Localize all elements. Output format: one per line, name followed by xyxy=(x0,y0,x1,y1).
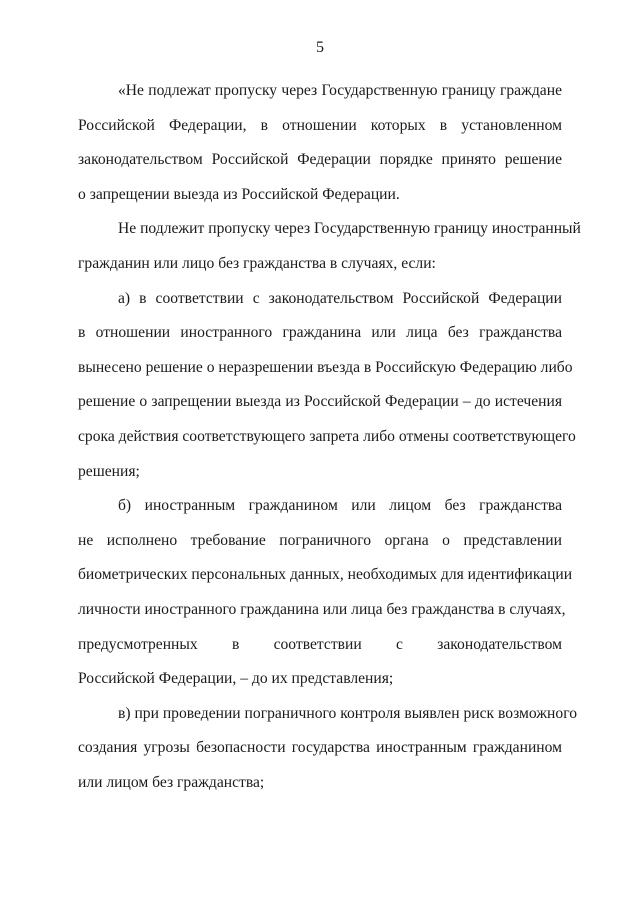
paragraph-line: Российской Федерации, в отношении которых в установленном xyxy=(78,116,562,134)
paragraph-item-a xyxy=(78,282,576,490)
paragraph-line: б) иностранным гражданином или лицом без гражданства xyxy=(118,497,562,515)
paragraph-line: или лицом без гражданства; xyxy=(78,773,265,791)
paragraph-line: законодательством Российской Федерации порядке принято решение xyxy=(78,151,562,169)
paragraph-line: решение о запрещении выезда из Российской Федерации – до истечения xyxy=(78,393,562,411)
paragraph-2 xyxy=(78,212,581,281)
paragraph-line: о запрещении выезда из Российской Федерации. xyxy=(78,185,400,203)
paragraph-line: а) в соответствии с законодательством Российской Федерации xyxy=(118,289,562,307)
paragraph-line: решения; xyxy=(78,462,140,480)
paragraph-line: «Не подлежат пропуску через Государственную границу граждане xyxy=(118,82,562,99)
paragraph-line: в отношении иностранного гражданина или лица без гражданства xyxy=(78,324,562,342)
paragraph-line: вынесено решение о неразрешении въезда в Российскую Федерацию либо xyxy=(78,358,573,376)
document-body xyxy=(78,74,581,800)
paragraph-line: срока действия соответствующего запрета либо отмены соответствующего xyxy=(78,427,576,445)
paragraph-line: создания угрозы безопасности государства иностранным гражданином xyxy=(78,739,562,757)
paragraph-line: не исполнено требование пограничного органа о представлении xyxy=(78,531,562,549)
paragraph-item-v xyxy=(78,697,578,801)
paragraph-line: гражданин или лицо без гражданства в случаях, если: xyxy=(78,254,436,272)
paragraph-line: Не подлежит пропуску через Государственную границу иностранный xyxy=(118,220,581,238)
paragraph-line: Российской Федерации, – до их представления; xyxy=(78,670,394,688)
paragraph-line: предусмотренных в соответствии с законодательством xyxy=(78,635,562,653)
page-number: 5 xyxy=(316,39,324,56)
paragraph-line: биометрических персональных данных, необходимых для идентификации xyxy=(78,566,573,584)
paragraph-line: в) при проведении пограничного контроля выявлен риск возможного xyxy=(118,704,578,722)
paragraph-1 xyxy=(78,74,562,212)
paragraph-item-b xyxy=(78,489,573,697)
paragraph-line: личности иностранного гражданина или лица без гражданства в случаях, xyxy=(78,600,566,618)
